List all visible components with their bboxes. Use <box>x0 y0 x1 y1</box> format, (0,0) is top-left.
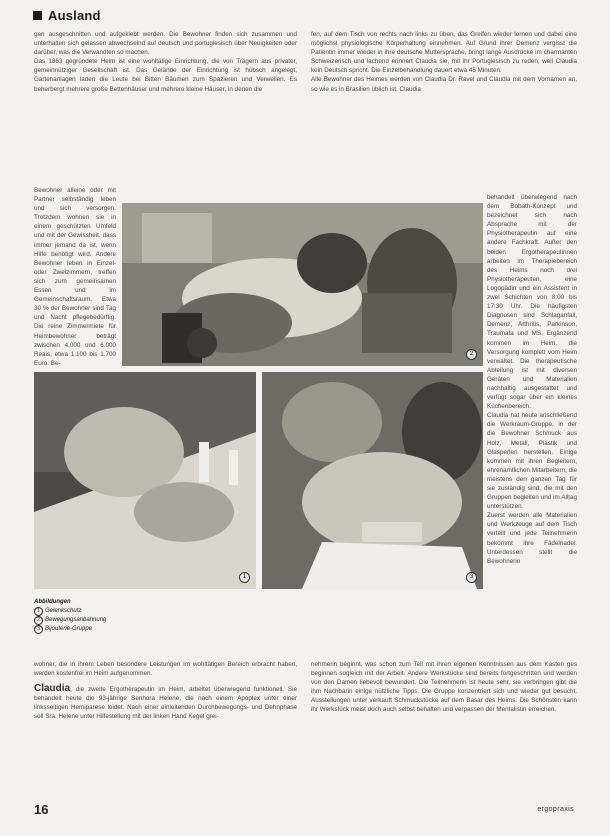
right-paragraph-2: Alle Bewohner des Heimes werden von Claudia Dr. Ravel und Claudia mit dem Vornamen an, so wie es in Brasilien üblich ist. Claudia <box>311 76 577 93</box>
section-header <box>33 8 101 23</box>
caption-item-2: 2 Bewegungsanbahnung <box>34 616 106 625</box>
right-paragraph-3: behandelt überwiegend nach dem Bobath-Konzept und bezeichnet sich nach Absprache mit der Physiotherapeutin auf eine andere Fachkraft. Außer den beiden Ergotherapeutinnen arbeiten im Therapiebereich des Heims noch drei Physiotherapeuten, eine Logopädin und ein Assistent in zwei Schichten von 8:00 bis 17:30 Uhr. Die häufigsten Diagnosen sind Schlaganfall, Demenz, Arthritis, Parkinson, Traumata und MS. Ergänzend kommen im Heim, die Versorgung komplett vom Heim verwaltet. Die therapeutische Abteilung ist mit diversen Geräten und Materialien nachhaltig ausgestattet und verfügt sogar über ein kleines Küchenbereich. <box>487 194 577 411</box>
bottom-left-paragraph-2: Claudia, die zweite Ergotherapeutin im Heim, arbeitet überwiegend funktionell. Sie behandelt heute die 93-jährige Senhora Helene, die nach einem Apoplex unter einer linksseitigen Hemiparese leidet. Nach einer einleitenden Durchbewegungs- und Dehnphase soll Sra. Helene unter Hilfestellung mit der linken Hand Kegel grei- <box>34 683 297 721</box>
caption-title: Abbildungen <box>34 599 71 605</box>
right-paragraph-5: Zuerst werden alle Materialien und Werkzeuge auf dem Tisch verteilt und jede Teilnehmerin bekommt ihre Fädelnadel. Unterdessen stellt die Bewohnerin <box>487 512 577 565</box>
caption-item-1: 1 Gelenkschutz <box>34 607 106 616</box>
left-column-text-narrow <box>34 186 116 368</box>
photo-therapy-session-image <box>122 203 483 366</box>
caption-item-3: 3 Bijouterie-Gruppe <box>34 625 106 634</box>
magazine-name: ergopraxis <box>537 806 574 813</box>
bottom-left-text <box>34 660 297 722</box>
page-number: 16 <box>34 802 49 817</box>
left-paragraph-3: Bewohner alleine oder mit Partner selbständig leben und sich versorgen. Trotzdem wohnen sie in einem geschützten Umfeld und mit der Gewissheit, dass immer jemand da ist, wenn Hilfe benötigt wird. Andere Bewohner leben in Einzel- oder Zweizimmern, treffen sich zum gemeinsamen Essen und im Gemeinschaftsraum. Etwa 30 % der Bewohner sind Tag und Nacht pflegebedürftig. Die reine Zimmermiete für Heimbewohner beträgt zwischen 4.000 und 6.000 Reais, etwa 1.100 bis 1.700 Euro. Be- <box>34 187 116 367</box>
photo-hand-exercise <box>34 372 256 589</box>
claudia-name: Claudia <box>34 683 71 695</box>
right-column-text-narrow <box>487 193 577 566</box>
bottom-right-text <box>311 660 577 715</box>
left-paragraph-2: Das 1863 gegründete Heim ist eine wohltätige Einrichtung, die von Trägern aus privater, gemeinnütziger Gesellschaft ist. Das Gelände der Einrichtung ist hübsch angelegt, Gartenanlagen laden die Leute bei Bitten Bäumen zum Spazieren und Verweilen. Es beherbergt mehrere große Bettenhäuser und mehrere kleine Häuser, in denen die <box>34 58 297 93</box>
right-paragraph-4: Claudia hat heute anschließend die Werkraum-Gruppe, in der die Bewohner Schmuck aus Holz, Metall, Plastik und Glasperlen herstellen. Einige kommen mit ihren Begleitern, ehrenamtlichen Mitarbeitern, die meistens den ganzen Tag für sie zuständig sind, die mit den Gruppen begleiten und im Alltag unterstützen. <box>487 412 577 511</box>
section-square-icon <box>33 11 42 20</box>
photo-hand-exercise-image <box>34 372 256 589</box>
photo-therapy-session <box>122 203 483 366</box>
left-paragraph-1: gen ausgeschnitten und aufgeklebt werden. Die Bewohner finden sich zusammen und unterhalten sich gelassen abwechselnd auf deutsch und portugiesisch über Neuigkeiten oder darüber, was die Verwandten so machen. <box>34 31 297 57</box>
photo-number-badge-1: 1 <box>239 572 250 583</box>
photo-number-badge-2: 2 <box>466 349 477 360</box>
photo-bijouterie-group-image <box>262 372 483 589</box>
right-paragraph-1: fen, auf dem Tisch von rechts nach links zu üben, das Greifen wieder lernen und dabei eine möglichst physiologische Körperhaltung einnehmen. Auf Grund ihrer Demenz vergisst die Patientin immer wieder in ihre deutsche Muttersprache, bringt lange Ausdrücke im charmanten Schweizerisch und lachend erinnert Claudia sie, mit ihr Portugiesisch zu reden, weil Claudia kein Deutsch spricht. Die Einzelbehandlung dauert etwa 45 Minuten. <box>311 31 577 75</box>
right-column-text-top <box>311 30 577 94</box>
bottom-left-paragraph-1: wohner, die in ihrem Leben besondere Leistungen im wohltätigen Bereich erbracht haben, werden kostenfrei im Heim aufgenommen. <box>34 661 297 678</box>
bottom-right-paragraph-1: nehmerin beginnt, was schon zum Teil mit ihren eigenen Kenntnissen aus dem Kasten ges beginnen sogleich mit der Arbeit. Andere Werkstücke sind bereits fortgeschritten und werden von den Damen liebevoll bewundert. Die Teilnehmerin ist heute sehr, sie verbringen gibt die ihm Nachbarin einige nützliche Tipps. Die Gruppe konzentriert sich und wieder gut besucht. Ausstellungen unter verkauft Schmuckstücke auf dem Basar des Heims. Die Schönsten kann ihr Werkstück meist doch auch selbst behalten und verpassen der Mentalistin erreichen. <box>311 661 577 714</box>
section-title: Ausland <box>48 8 101 23</box>
figure-caption <box>34 598 106 634</box>
left-column-text-top <box>34 30 297 94</box>
photo-number-badge-3: 3 <box>466 572 477 583</box>
photo-bijouterie-group <box>262 372 483 589</box>
